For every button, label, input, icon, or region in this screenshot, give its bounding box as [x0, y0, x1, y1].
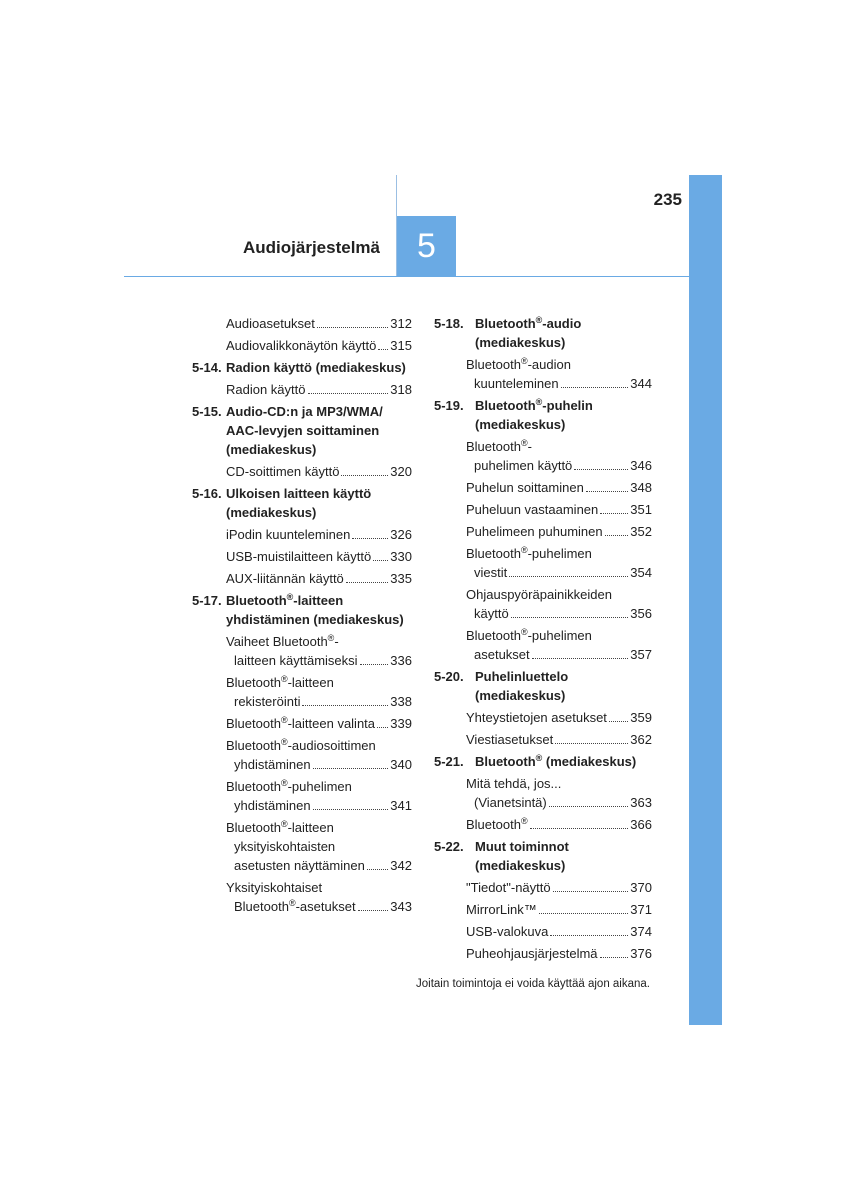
toc-entry-line: [226, 796, 412, 815]
toc-entry-text: Bluetooth: [226, 738, 281, 753]
toc-entry-text: -: [527, 439, 532, 454]
leader-dots: [302, 705, 388, 706]
leader-dots: [346, 582, 389, 583]
toc-section-heading[interactable]: [192, 402, 412, 459]
toc-entry-title: Puhelimeen puhuminen: [466, 524, 603, 539]
toc-entry-text: asetukset: [474, 647, 530, 662]
registered-mark: ®: [280, 674, 288, 684]
leader-dots: [555, 743, 628, 744]
toc-entry-line: [226, 651, 412, 670]
leader-dots: [530, 828, 629, 829]
leader-dots: [605, 535, 629, 536]
toc-entry-text: -audion: [527, 357, 571, 372]
toc-entry-line: [466, 437, 652, 456]
toc-entry-page: 320: [390, 464, 412, 479]
toc-entry-text: -: [334, 634, 339, 649]
toc-entry-page: 343: [390, 899, 412, 914]
leader-dots: [373, 560, 388, 561]
section-title-part: Bluetooth: [475, 398, 536, 413]
toc-entry-page: 351: [630, 502, 652, 517]
toc-section-heading[interactable]: [192, 358, 412, 377]
toc-entry-line: [226, 692, 412, 711]
section-title: [475, 396, 652, 434]
toc-entry[interactable]: [434, 900, 652, 919]
toc-entry-text: käyttö: [474, 606, 509, 621]
section-number: 5-15.: [192, 404, 222, 419]
toc-entry-line: [466, 604, 652, 623]
leader-dots: [609, 721, 628, 722]
footer-note: Joitain toimintoja ei voida käyttää ajon aikana.: [416, 978, 650, 990]
leader-dots: [561, 387, 629, 388]
registered-mark: ®: [288, 898, 296, 908]
toc-entry-line: [226, 897, 412, 916]
toc-entry-page: 318: [390, 382, 412, 397]
chapter-title: Audiojärjestelmä: [243, 238, 380, 257]
section-title-part: -laitteen yhdistäminen (mediakeskus): [226, 593, 404, 627]
section-number: 5-19.: [434, 398, 464, 413]
leader-dots: [600, 957, 629, 958]
section-title-part: Bluetooth: [475, 316, 536, 331]
toc-entry[interactable]: [434, 437, 652, 475]
section-title-part: -puhelin (mediakeskus): [475, 398, 593, 432]
toc-entry-page: 336: [390, 653, 412, 668]
toc-entry-text: Bluetooth: [466, 628, 521, 643]
toc-entry[interactable]: [434, 626, 652, 664]
toc-entry[interactable]: [192, 547, 412, 566]
toc-entry[interactable]: [192, 462, 412, 481]
toc-entry-text: -puhelimen: [527, 628, 592, 643]
toc-entry[interactable]: [192, 878, 412, 916]
leader-dots: [550, 935, 628, 936]
toc-entry[interactable]: [192, 569, 412, 588]
registered-mark: ®: [280, 715, 288, 725]
toc-entry-line: [226, 755, 412, 774]
section-title: Radion käyttö (mediakeskus): [226, 360, 406, 375]
toc-entry-line: [466, 793, 652, 812]
toc-entry[interactable]: [434, 500, 652, 519]
toc-entry-line: Ohjauspyöräpainikkeiden: [466, 587, 612, 602]
toc-entry-page: 315: [390, 338, 412, 353]
toc-entry-page: 341: [390, 798, 412, 813]
section-number: 5-22.: [434, 839, 464, 854]
leader-dots: [553, 891, 629, 892]
toc-entry-title: [226, 714, 375, 733]
toc-entry-line: [226, 818, 412, 837]
toc-entry[interactable]: [192, 673, 412, 711]
leader-dots: [509, 576, 628, 577]
toc-entry-line: [466, 563, 652, 582]
toc-entry[interactable]: [434, 730, 652, 749]
toc-entry-title: iPodin kuunteleminen: [226, 527, 351, 542]
toc-entry-title: Yhteystietojen asetukset: [466, 710, 607, 725]
toc-entry-text: yhdistäminen: [234, 757, 311, 772]
toc-entry-page: 374: [630, 924, 652, 939]
registered-mark: ®: [327, 633, 335, 643]
toc-entry-line: [466, 355, 652, 374]
section-title: Audio-CD:n ja MP3/WMA/ AAC-levyjen soittaminen (mediakeskus): [226, 404, 383, 457]
toc-entry-title: "Tiedot"-näyttö: [466, 880, 551, 895]
registered-mark: ®: [535, 397, 543, 407]
section-number: 5-21.: [434, 754, 464, 769]
toc-entry[interactable]: [192, 525, 412, 544]
toc-entry-text: -laitteen: [287, 675, 334, 690]
toc-entry-page: 354: [630, 565, 652, 580]
toc-entry-line: [226, 632, 412, 651]
toc-entry-line: Mitä tehdä, jos...: [466, 776, 562, 791]
toc-entry-title: Viestiasetukset: [466, 732, 554, 747]
toc-entry[interactable]: [192, 777, 412, 815]
toc-entry-line: [466, 544, 652, 563]
registered-mark: ®: [520, 816, 528, 826]
toc-entry-page: 376: [630, 946, 652, 961]
toc-entry-line: [466, 456, 652, 475]
toc-entry[interactable]: [434, 544, 652, 582]
toc-entry-line: [226, 856, 412, 875]
toc-entry-page: 340: [390, 757, 412, 772]
toc-entry-text: -asetukset: [295, 899, 356, 914]
toc-entry[interactable]: [434, 944, 652, 963]
section-number: 5-14.: [192, 360, 222, 375]
chapter-number: 5: [417, 226, 436, 265]
section-number: 5-20.: [434, 669, 464, 684]
toc-section-heading[interactable]: [434, 314, 652, 352]
toc-entry[interactable]: [192, 314, 412, 333]
section-title-part: Bluetooth: [226, 593, 287, 608]
toc-entry-title: USB-muistilaitteen käyttö: [226, 549, 372, 564]
page-number: 235: [653, 190, 682, 209]
toc-entry-title: Puhelun soittaminen: [466, 480, 584, 495]
leader-dots: [313, 809, 389, 810]
toc-column-right: [434, 311, 652, 963]
toc-entry-text: -puhelimen: [527, 546, 592, 561]
leader-dots: [600, 513, 628, 514]
registered-mark: ®: [280, 737, 288, 747]
toc-entry-line: [466, 374, 652, 393]
toc-entry-title: Puheohjausjärjestelmä: [466, 946, 598, 961]
toc-entry-page: 348: [630, 480, 652, 495]
toc-entry[interactable]: [434, 478, 652, 497]
toc-entry-title: Radion käyttö: [226, 382, 306, 397]
toc-section-heading[interactable]: [434, 752, 652, 771]
toc-entry-page: 359: [630, 710, 652, 725]
toc-entry-title: [466, 815, 528, 834]
toc-entry-title: Puheluun vastaaminen: [466, 502, 599, 517]
section-title-part: -audio (mediakeskus): [475, 316, 582, 350]
leader-dots: [317, 327, 388, 328]
registered-mark: ®: [520, 545, 528, 555]
registered-mark: ®: [280, 819, 288, 829]
toc-entry-page: 326: [390, 527, 412, 542]
registered-mark: ®: [286, 592, 294, 602]
toc-entry-text: (Vianetsintä): [474, 795, 547, 810]
toc-entry[interactable]: [434, 815, 652, 834]
toc-entry-line: [466, 626, 652, 645]
toc-entry[interactable]: [434, 774, 652, 812]
toc-entry-line: [226, 777, 412, 796]
leader-dots: [341, 475, 388, 476]
toc-entry-text: Bluetooth: [466, 546, 521, 561]
toc-entry-page: 335: [390, 571, 412, 586]
toc-entry[interactable]: [192, 336, 412, 355]
toc-entry-text: rekisteröinti: [234, 694, 301, 709]
toc-entry-title: CD-soittimen käyttö: [226, 464, 340, 479]
section-title-part: Bluetooth: [475, 754, 536, 769]
toc-entry-line: yksityiskohtaisten: [234, 839, 336, 854]
toc-entry-text: Bluetooth: [226, 820, 281, 835]
toc-entry-page: 366: [630, 817, 652, 832]
leader-dots: [367, 869, 388, 870]
toc-entry-page: 356: [630, 606, 652, 621]
toc-entry-page: 330: [390, 549, 412, 564]
toc-entry-line: Yksityiskohtaiset: [226, 880, 323, 895]
leader-dots: [539, 913, 629, 914]
toc-entry-text: Bluetooth: [466, 817, 521, 832]
toc-entry-line: [466, 645, 652, 664]
toc-entry-text: Bluetooth: [234, 899, 289, 914]
section-number: 5-17.: [192, 593, 222, 608]
leader-dots: [549, 806, 629, 807]
toc-entry-page: 312: [390, 316, 412, 331]
section-title: [226, 591, 412, 629]
toc-entry-line: [226, 736, 412, 755]
chapter-number-box: [397, 216, 456, 276]
toc-entry[interactable]: [434, 355, 652, 393]
header-divider-horizontal: [124, 276, 690, 277]
toc-entry-page: 346: [630, 458, 652, 473]
toc-entry[interactable]: [192, 632, 412, 670]
toc-entry-title: USB-valokuva: [466, 924, 549, 939]
toc-entry-text: -laitteen valinta: [287, 716, 376, 731]
toc-section-heading[interactable]: [434, 396, 652, 434]
section-number: 5-16.: [192, 486, 222, 501]
toc-entry-text: laitteen käyttämiseksi: [234, 653, 358, 668]
toc-entry[interactable]: [434, 708, 652, 727]
registered-mark: ®: [520, 438, 528, 448]
toc-entry[interactable]: [434, 922, 652, 941]
section-title: [475, 752, 652, 771]
toc-entry-text: puhelimen käyttö: [474, 458, 573, 473]
toc-entry[interactable]: [192, 380, 412, 399]
toc-entry-title: AUX-liitännän käyttö: [226, 571, 344, 586]
toc-entry-text: Bluetooth: [226, 675, 281, 690]
toc-entry-text: Vaiheet Bluetooth: [226, 634, 328, 649]
leader-dots: [377, 727, 388, 728]
leader-dots: [532, 658, 629, 659]
toc-entry-page: 362: [630, 732, 652, 747]
toc-column-left: [192, 311, 412, 916]
toc-entry[interactable]: [434, 878, 652, 897]
registered-mark: ®: [535, 753, 543, 763]
toc-entry-text: Bluetooth: [226, 779, 281, 794]
toc-entry-page: 338: [390, 694, 412, 709]
section-title-part: (mediakeskus): [542, 754, 637, 769]
section-title: [475, 314, 652, 352]
toc-entry-page: 344: [630, 376, 652, 391]
toc-entry[interactable]: [192, 818, 412, 875]
registered-mark: ®: [535, 315, 543, 325]
toc-entry[interactable]: [434, 585, 652, 623]
registered-mark: ®: [520, 627, 528, 637]
toc-entry-title: MirrorLink™: [466, 902, 537, 917]
toc-section-heading[interactable]: [192, 591, 412, 629]
toc-entry[interactable]: [434, 522, 652, 541]
leader-dots: [378, 349, 388, 350]
toc-entry[interactable]: [192, 714, 412, 733]
leader-dots: [360, 664, 389, 665]
toc-entry-page: 342: [390, 858, 412, 873]
toc-entry-text: -audiosoittimen: [287, 738, 376, 753]
toc-entry-title: Audioasetukset: [226, 316, 315, 331]
toc-entry-page: 371: [630, 902, 652, 917]
registered-mark: ®: [280, 778, 288, 788]
section-title: Puhelinluettelo (mediakeskus): [475, 669, 569, 703]
toc-entry-page: 339: [390, 716, 412, 731]
toc-entry-line: [226, 673, 412, 692]
leader-dots: [586, 491, 628, 492]
registered-mark: ®: [520, 356, 528, 366]
leader-dots: [511, 617, 629, 618]
toc-entry-page: 352: [630, 524, 652, 539]
leader-dots: [308, 393, 389, 394]
toc-entry-text: viestit: [474, 565, 508, 580]
leader-dots: [313, 768, 389, 769]
section-title: Ulkoisen laitteen käyttö (mediakeskus): [226, 486, 372, 520]
leader-dots: [352, 538, 388, 539]
toc-entry-text: Bluetooth: [466, 357, 521, 372]
toc-section-heading[interactable]: [434, 837, 652, 875]
toc-entry-text: Bluetooth: [226, 716, 281, 731]
toc-entry-text: [234, 897, 356, 916]
toc-entry-page: 363: [630, 795, 652, 810]
chapter-sidebar-tab: [689, 175, 722, 1025]
toc-entry-text: -puhelimen: [287, 779, 352, 794]
toc-entry-title: Audiovalikkonäytön käyttö: [226, 338, 377, 353]
toc-entry-page: 370: [630, 880, 652, 895]
toc-entry-text: asetusten näyttäminen: [234, 858, 365, 873]
toc-section-heading[interactable]: [434, 667, 652, 705]
leader-dots: [358, 910, 389, 911]
toc-entry-text: -laitteen: [287, 820, 334, 835]
toc-entry[interactable]: [192, 736, 412, 774]
section-number: 5-18.: [434, 316, 464, 331]
section-title: Muut toiminnot (mediakeskus): [475, 839, 569, 873]
leader-dots: [574, 469, 628, 470]
toc-entry-text: yhdistäminen: [234, 798, 311, 813]
toc-section-heading[interactable]: [192, 484, 412, 522]
toc-entry-text: kuunteleminen: [474, 376, 559, 391]
toc-entry-text: Bluetooth: [466, 439, 521, 454]
toc-entry-page: 357: [630, 647, 652, 662]
